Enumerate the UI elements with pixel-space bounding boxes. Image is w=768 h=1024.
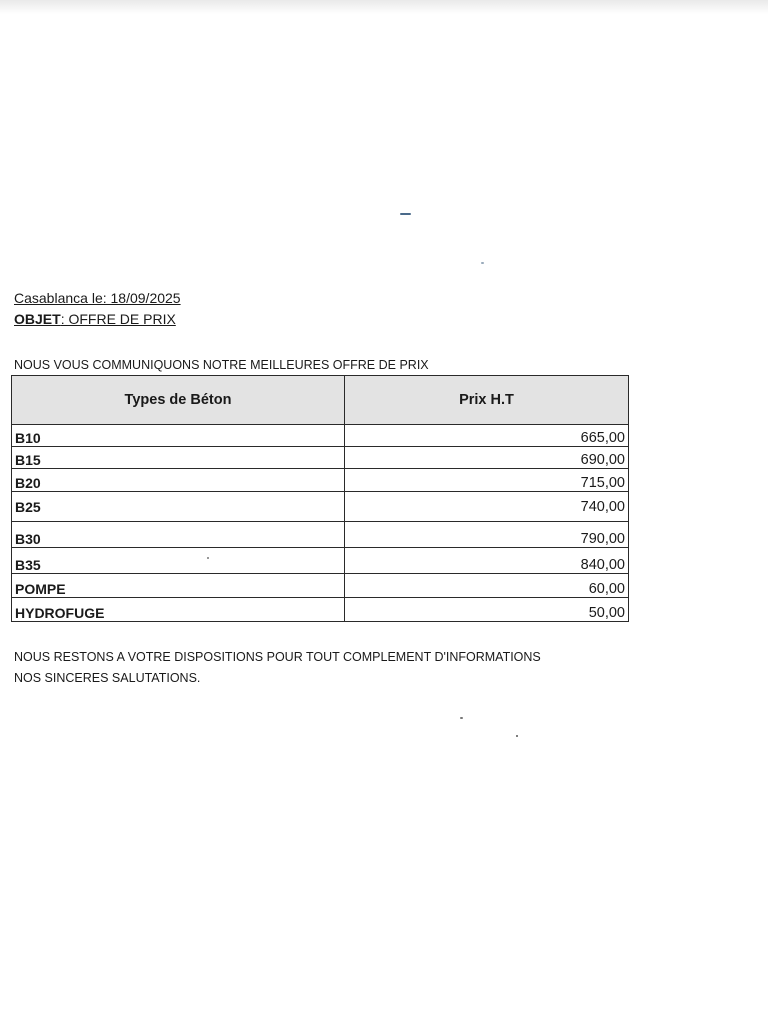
- scan-speck: [516, 735, 518, 737]
- closing-line-2: NOS SINCERES SALUTATIONS.: [14, 671, 201, 685]
- type-cell: B10: [12, 425, 345, 447]
- price-cell: 665,00: [345, 425, 629, 447]
- price-cell: 690,00: [345, 447, 629, 469]
- price-cell: 740,00: [345, 492, 629, 522]
- scan-speck: [481, 262, 484, 264]
- column-header-type: Types de Béton: [12, 376, 345, 425]
- column-header-price: Prix H.T: [345, 376, 629, 425]
- type-cell: B35: [12, 548, 345, 574]
- objet-value: : OFFRE DE PRIX: [60, 311, 176, 327]
- table-row: [12, 598, 629, 622]
- table-header-row: [12, 376, 629, 425]
- table-row: [12, 574, 629, 598]
- table-row: [12, 492, 629, 522]
- place-date-prefix: Casablanca le:: [14, 290, 111, 306]
- type-cell: B20: [12, 469, 345, 492]
- type-cell: B25: [12, 492, 345, 522]
- table-row: [12, 522, 629, 548]
- type-cell: B15: [12, 447, 345, 469]
- place-date-line: [14, 290, 181, 306]
- type-cell: B30: [12, 522, 345, 548]
- price-cell: 790,00: [345, 522, 629, 548]
- intro-text: NOUS VOUS COMMUNIQUONS NOTRE MEILLEURES OFFRE DE PRIX: [14, 358, 429, 372]
- price-cell: 50,00: [345, 598, 629, 622]
- price-cell: 60,00: [345, 574, 629, 598]
- scan-shadow: [0, 0, 768, 14]
- price-table: [11, 375, 629, 622]
- type-cell: POMPE: [12, 574, 345, 598]
- scan-speck: [460, 717, 463, 719]
- scan-speck: [400, 213, 411, 215]
- table-row: [12, 548, 629, 574]
- document-date: 18/09/2025: [110, 290, 181, 306]
- table-row: [12, 425, 629, 447]
- closing-line-1: NOUS RESTONS A VOTRE DISPOSITIONS POUR TOUT COMPLEMENT D'INFORMATIONS: [14, 650, 541, 664]
- type-cell: HYDROFUGE: [12, 598, 345, 622]
- objet-line: [14, 311, 176, 327]
- objet-label: OBJET: [14, 311, 61, 327]
- price-cell: 715,00: [345, 469, 629, 492]
- price-cell: 840,00: [345, 548, 629, 574]
- table-row: [12, 447, 629, 469]
- table-row: [12, 469, 629, 492]
